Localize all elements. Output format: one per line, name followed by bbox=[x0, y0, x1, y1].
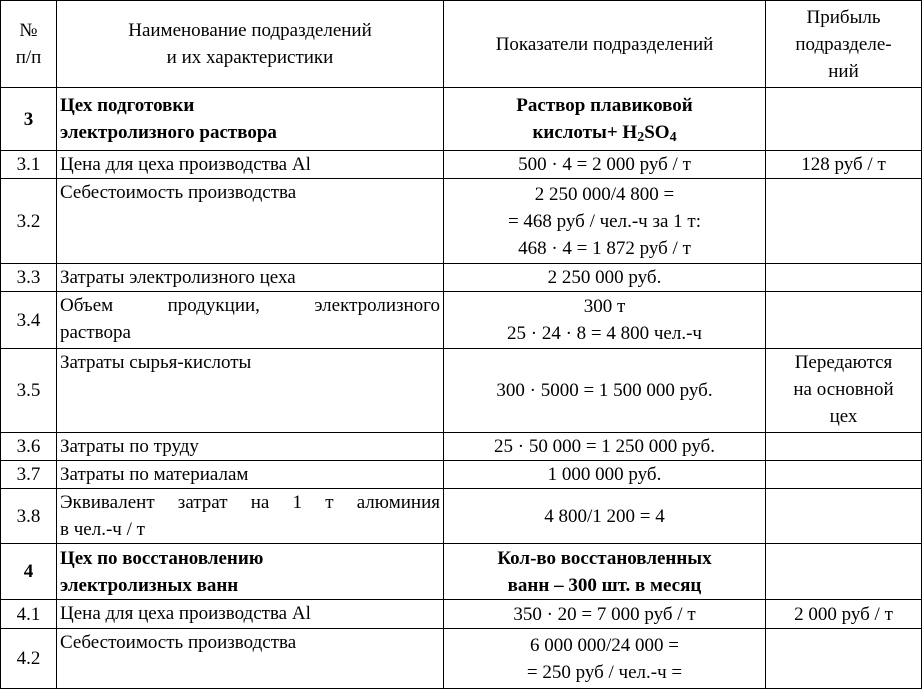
row-num: 4.2 bbox=[1, 629, 57, 689]
row-profit-line: на основной bbox=[793, 379, 894, 400]
row-indicator-line: = 468 руб / чел.-ч за 1 т: bbox=[507, 210, 702, 232]
row-name bbox=[57, 489, 444, 544]
row-indicator-line: 350 · 20 = 7 000 руб / т bbox=[513, 603, 696, 625]
row-profit bbox=[766, 292, 922, 349]
row-indicators bbox=[444, 600, 766, 629]
section-row bbox=[1, 88, 922, 151]
table-row bbox=[1, 349, 922, 433]
row-num: 3.8 bbox=[1, 489, 57, 544]
row-indicator-line: 300 · 5000 = 1 500 000 руб. bbox=[496, 380, 713, 401]
row-num: 3.7 bbox=[1, 461, 57, 489]
header-indicators: Показатели подразделений bbox=[444, 1, 766, 88]
row-name-line: Затраты по труду bbox=[60, 436, 199, 457]
row-indicator-line: 1 000 000 руб. bbox=[547, 464, 662, 485]
row-indicator-line: 500 · 4 = 2 000 руб / т bbox=[518, 154, 691, 175]
table-row bbox=[1, 433, 922, 461]
row-indicator-line: 25 · 24 · 8 = 4 800 чел.-ч bbox=[507, 323, 702, 344]
row-indicator-line: 6 000 000/24 000 = bbox=[530, 634, 679, 656]
row-profit-line: цех bbox=[829, 406, 858, 427]
row-name-line: Затраты электролизного цеха bbox=[60, 267, 296, 288]
row-profit bbox=[766, 600, 922, 629]
row-profit bbox=[766, 433, 922, 461]
row-num: 3.1 bbox=[1, 151, 57, 179]
row-indicators bbox=[444, 349, 766, 433]
row-indicators bbox=[444, 433, 766, 461]
row-name bbox=[57, 292, 444, 349]
header-name: Наименование подразделений и их характеристики bbox=[57, 1, 444, 88]
row-name-line: Эквивалент затрат на 1 т алюминия bbox=[60, 492, 440, 513]
row-num: 4.1 bbox=[1, 600, 57, 629]
row-indicators bbox=[444, 292, 766, 349]
row-profit bbox=[766, 629, 922, 689]
row-name-line: раствора bbox=[60, 322, 131, 343]
row-indicator-line: 2 250 000 руб. bbox=[547, 267, 662, 288]
section-indicator: Кол-во восстановленных ванн – 300 шт. в месяц bbox=[444, 544, 766, 600]
row-indicators bbox=[444, 151, 766, 179]
row-name bbox=[57, 600, 444, 629]
row-indicator-line: 4 800/1 200 = 4 bbox=[544, 505, 665, 527]
row-name-line: в чел.-ч / т bbox=[60, 519, 145, 540]
section-title: Цех по восстановлению электролизных ванн bbox=[57, 544, 444, 600]
row-indicators bbox=[444, 264, 766, 292]
row-name-line: Себестоимость производства bbox=[60, 632, 297, 653]
table-row bbox=[1, 489, 922, 544]
row-name bbox=[57, 629, 444, 689]
row-name bbox=[57, 433, 444, 461]
row-name-line: Цена для цеха производства Al bbox=[60, 154, 311, 175]
row-num: 3.6 bbox=[1, 433, 57, 461]
row-name bbox=[57, 461, 444, 489]
row-profit-line: 2 000 руб / т bbox=[794, 603, 893, 625]
row-name-line: Затраты по материалам bbox=[60, 464, 249, 485]
section-rows bbox=[1, 151, 922, 544]
row-name-line: Себестоимость производства bbox=[60, 182, 297, 203]
row-name-line: Затраты сырья-кислоты bbox=[60, 352, 252, 373]
row-profit-line: Передаются bbox=[794, 352, 893, 373]
row-name bbox=[57, 151, 444, 179]
row-indicators bbox=[444, 179, 766, 264]
row-indicators bbox=[444, 489, 766, 544]
row-profit bbox=[766, 461, 922, 489]
row-name bbox=[57, 349, 444, 433]
table-row bbox=[1, 292, 922, 349]
section-profit bbox=[766, 88, 922, 151]
row-indicator-line: = 250 руб / чел.-ч = bbox=[526, 661, 683, 683]
row-indicators bbox=[444, 461, 766, 489]
row-name bbox=[57, 264, 444, 292]
row-profit bbox=[766, 151, 922, 179]
section-rows bbox=[1, 600, 922, 689]
row-indicator-line: 300 т bbox=[583, 296, 626, 317]
table-row bbox=[1, 461, 922, 489]
table-row bbox=[1, 179, 922, 264]
row-profit bbox=[766, 489, 922, 544]
section-num: 4 bbox=[1, 544, 57, 600]
section-title: Цех подготовки электролизного раствора bbox=[57, 88, 444, 151]
row-name bbox=[57, 179, 444, 264]
table-row bbox=[1, 629, 922, 689]
row-profit bbox=[766, 264, 922, 292]
row-name-line: Объем продукции, электролизного bbox=[60, 295, 440, 316]
table-row bbox=[1, 264, 922, 292]
row-profit bbox=[766, 179, 922, 264]
row-indicators bbox=[444, 629, 766, 689]
header-profit: Прибыль подразделе- ний bbox=[766, 1, 922, 88]
row-num: 3.3 bbox=[1, 264, 57, 292]
row-profit bbox=[766, 349, 922, 433]
row-name-line: Цена для цеха производства Al bbox=[60, 603, 311, 624]
header-num: № п/п bbox=[1, 1, 57, 88]
section-indicator: Раствор плавиковой кислоты+ $H_2SO_4$ bbox=[444, 88, 766, 151]
row-profit-line: 128 руб / т bbox=[801, 154, 886, 175]
section-row bbox=[1, 544, 922, 600]
section-profit bbox=[766, 544, 922, 600]
row-indicator-line: 2 250 000/4 800 = bbox=[534, 183, 675, 205]
section-num: 3 bbox=[1, 88, 57, 151]
table-header-row bbox=[1, 1, 922, 88]
row-num: 3.5 bbox=[1, 349, 57, 433]
row-indicator-line: 25 · 50 000 = 1 250 000 руб. bbox=[494, 436, 715, 457]
row-indicator-line: 468 · 4 = 1 872 руб / т bbox=[518, 237, 691, 259]
table-row bbox=[1, 151, 922, 179]
table-row bbox=[1, 600, 922, 629]
row-num: 3.4 bbox=[1, 292, 57, 349]
row-num: 3.2 bbox=[1, 179, 57, 264]
